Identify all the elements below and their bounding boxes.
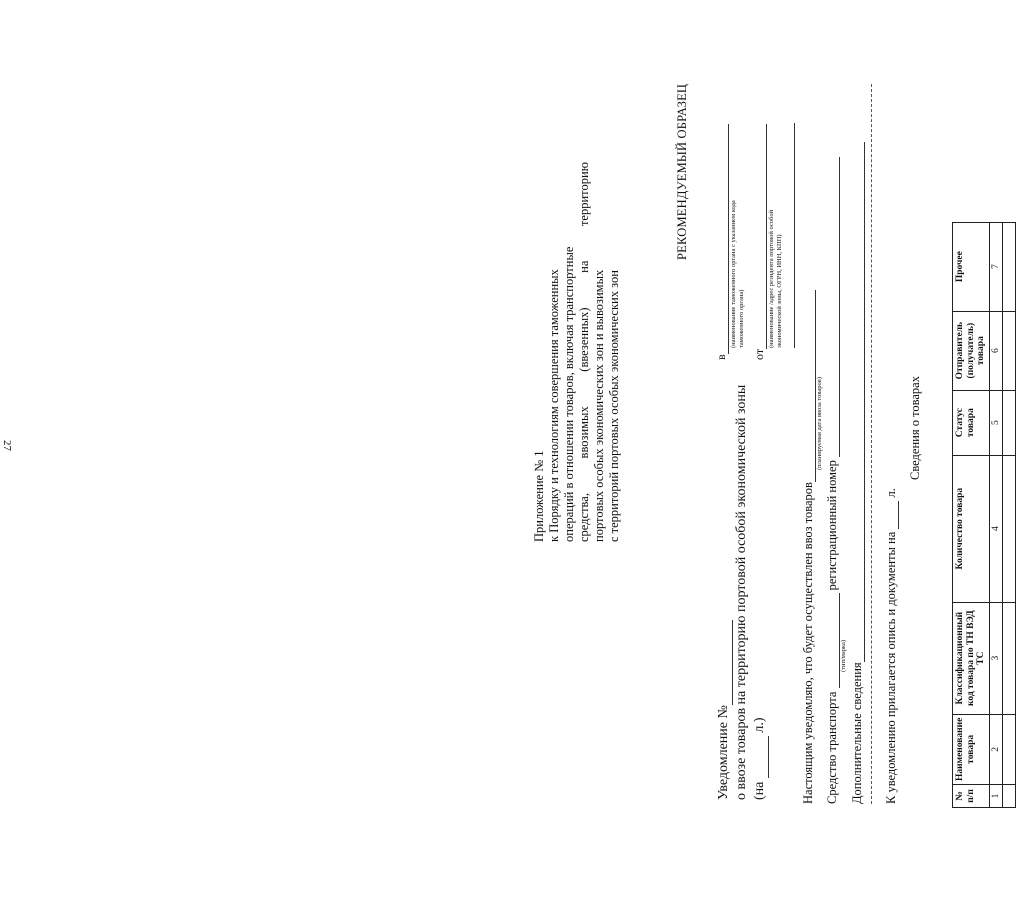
transport-field[interactable] xyxy=(827,594,840,689)
goods-number-row xyxy=(989,222,1003,807)
table-cell: 6 xyxy=(989,311,1003,390)
col-header-status: Статус товара xyxy=(953,390,990,455)
from-hint-line: экономической зоны, ОГРН, ИНН, КПП) xyxy=(775,234,783,348)
notice-title xyxy=(715,385,769,800)
from-field[interactable] xyxy=(754,124,767,349)
appendix-word: ввозимых xyxy=(577,406,591,459)
notice-number-row xyxy=(715,385,733,800)
col-header-number: № п/п xyxy=(953,785,990,808)
table-cell[interactable] xyxy=(1003,714,1016,784)
appendix-word: средства, xyxy=(577,493,591,542)
table-cell: 3 xyxy=(989,602,1003,714)
table-cell[interactable] xyxy=(1003,390,1016,455)
to-field[interactable] xyxy=(716,124,729,354)
col-header-sender: Отправитель (получатель) товара xyxy=(953,311,990,390)
sheets-field[interactable] xyxy=(756,736,769,778)
table-cell: 4 xyxy=(989,455,1003,602)
appendix-header xyxy=(532,122,622,542)
table-cell[interactable] xyxy=(1003,602,1016,714)
appendix-word: на xyxy=(577,260,591,273)
notice-sheets-row xyxy=(751,385,769,800)
import-date-field[interactable] xyxy=(803,290,816,482)
attach-unit: л. xyxy=(884,488,898,498)
transport-label: Средство транспорта xyxy=(825,691,839,804)
reg-number-field[interactable] xyxy=(827,157,840,457)
rotated-document xyxy=(520,0,1001,860)
reg-number-label: регистрационный номер xyxy=(825,460,839,591)
appendix-line: с территорий портовых особых экономических зон xyxy=(607,270,621,542)
from-hint-line: (наименование /адрес резидента портовой особой xyxy=(768,209,775,348)
notify-row xyxy=(801,290,816,804)
additional-row xyxy=(850,142,865,804)
to-hint-line: таможенного органа) xyxy=(737,289,745,348)
from-label: от xyxy=(752,348,766,360)
goods-title: Сведения о товарах xyxy=(908,376,922,480)
table-cell: 7 xyxy=(989,222,1003,311)
sheets-close: л.) xyxy=(752,717,767,733)
notify-text: Настоящим уведомляю, что будет осуществлен ввоз товаров xyxy=(801,482,815,804)
from-row xyxy=(752,124,767,360)
table-cell[interactable] xyxy=(1003,222,1016,311)
goods-table xyxy=(952,222,1016,808)
sheets-open: (на xyxy=(752,781,767,800)
col-header-name: Наименование товара xyxy=(953,714,990,784)
additional-label: Дополнительные сведения xyxy=(850,662,864,804)
appendix-line: к Порядку и технологиям совершения таможенных xyxy=(547,269,561,542)
from-hint xyxy=(768,210,783,348)
to-hint-line: (наименование таможенного органа с указанием кода xyxy=(730,200,737,348)
notice-number-label: Уведомление № xyxy=(716,705,731,800)
to-row xyxy=(714,124,729,360)
transport-row xyxy=(825,157,840,804)
table-cell: 5 xyxy=(989,390,1003,455)
appendix-line: Приложение № 1 xyxy=(532,450,546,542)
import-date-hint: (планируемая дата ввоза товаров) xyxy=(816,377,823,470)
goods-header-row xyxy=(953,222,990,807)
appendix-line-justified xyxy=(577,162,592,542)
table-cell[interactable] xyxy=(1003,785,1016,808)
table-cell: 1 xyxy=(989,785,1003,808)
recommended-sample-label: РЕКОМЕНДУЕМЫЙ ОБРАЗЕЦ xyxy=(675,83,689,260)
col-header-quantity: Количество товара xyxy=(953,455,990,602)
appendix-word: территорию xyxy=(577,162,591,227)
goods-empty-row xyxy=(1003,222,1016,807)
attach-row xyxy=(884,488,899,804)
attach-text: К уведомлению прилагается опись и документы на xyxy=(884,531,898,804)
transport-hint: (тип/марка) xyxy=(840,639,847,672)
appendix-word: (ввезенных) xyxy=(577,307,591,372)
to-label: в xyxy=(714,354,728,360)
from-field-line-2[interactable] xyxy=(782,123,795,348)
col-header-other: Прочее xyxy=(953,222,990,311)
page-number: 27 xyxy=(1,440,13,451)
to-hint xyxy=(730,200,745,348)
notice-subject: о ввозе товаров на территорию портовой особой экономической зоны xyxy=(734,384,749,800)
appendix-line: портовых особых экономических зон и вывозимых xyxy=(592,269,606,542)
col-header-code: Классификационный код товара по ТН ВЭД ТС xyxy=(953,602,990,714)
attach-sheets-field[interactable] xyxy=(886,501,899,529)
table-cell[interactable] xyxy=(1003,311,1016,390)
table-cell: 2 xyxy=(989,714,1003,784)
table-cell[interactable] xyxy=(1003,455,1016,602)
appendix-line: операций в отношении товаров, включая транспортные xyxy=(562,246,576,542)
additional-line-2 xyxy=(871,84,872,804)
notice-number-field[interactable] xyxy=(720,620,733,705)
additional-field[interactable] xyxy=(852,142,865,662)
